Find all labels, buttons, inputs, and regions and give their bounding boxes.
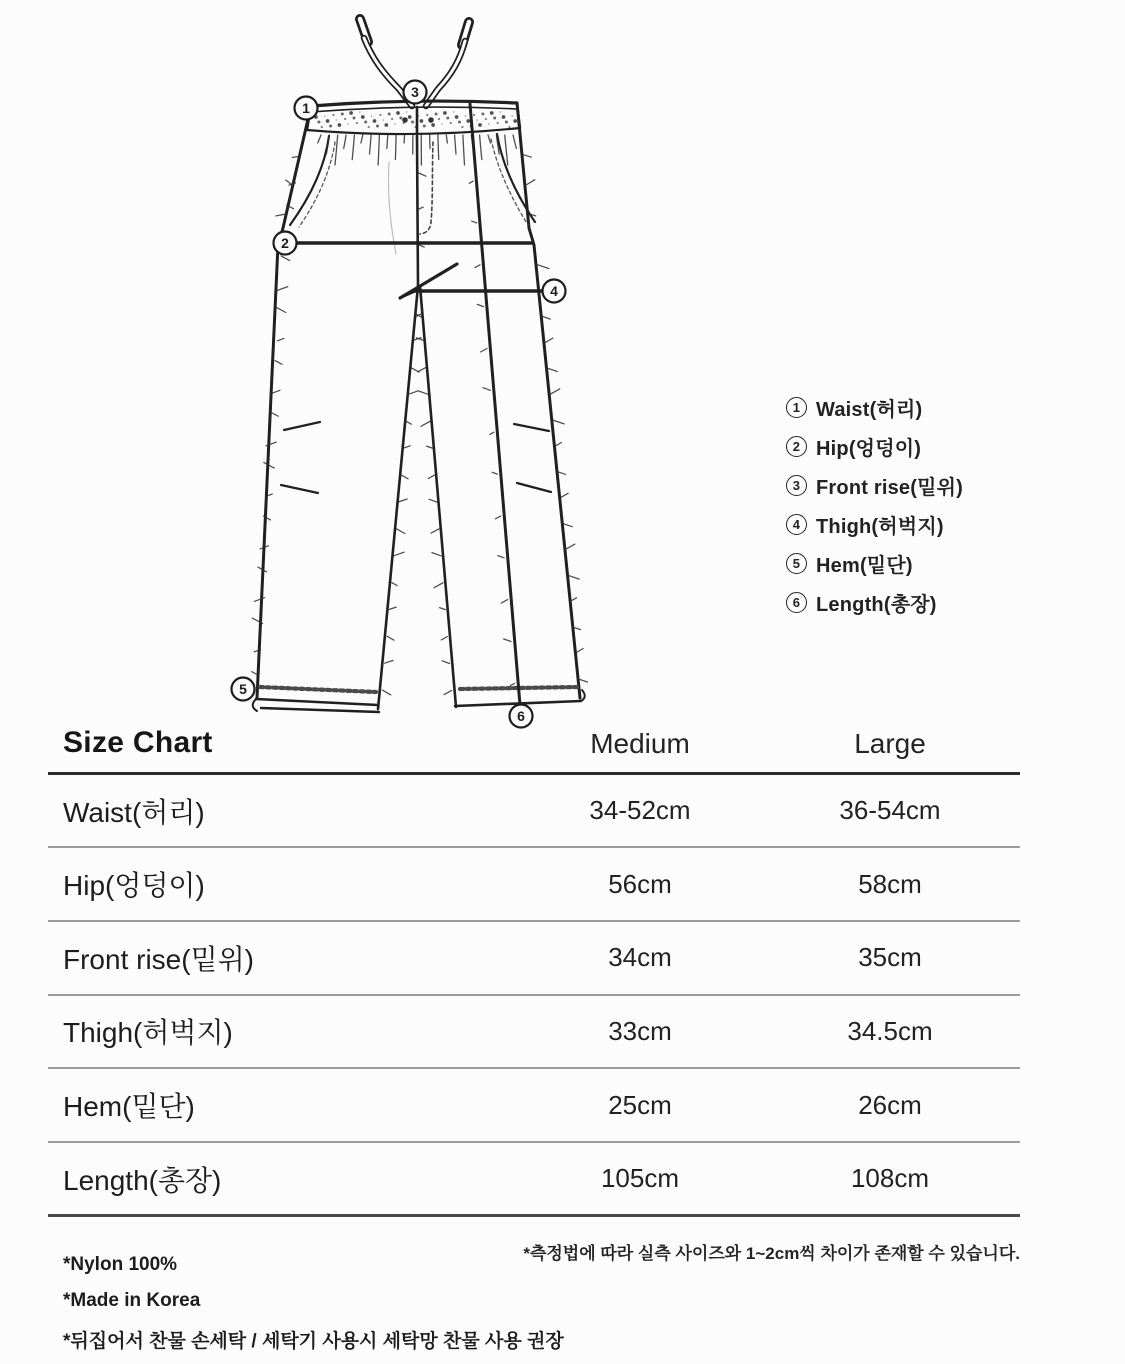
svg-text:4: 4 bbox=[550, 283, 558, 300]
measurement-legend bbox=[786, 396, 963, 616]
legend-label: Length(총장) bbox=[816, 593, 937, 616]
circled-number-icon: 3 bbox=[786, 475, 807, 496]
svg-text:6: 6 bbox=[517, 708, 525, 725]
column-large: Large bbox=[760, 726, 1020, 774]
marker-1 bbox=[295, 97, 318, 120]
legend-label: Hem(밑단) bbox=[816, 554, 913, 577]
note-item: *Made in Korea bbox=[63, 1290, 201, 1311]
crease-line bbox=[388, 162, 396, 254]
legend-label: Thigh(허벅지) bbox=[816, 515, 944, 538]
measurement-disclaimer: *측정법에 따라 실측 사이즈와 1~2cm씩 차이가 존재할 수 있습니다. bbox=[523, 1244, 1020, 1263]
medium-value: 34-52cm bbox=[520, 774, 760, 848]
svg-text:1: 1 bbox=[302, 100, 310, 117]
medium-value: 25cm bbox=[520, 1068, 760, 1142]
waistband-texture bbox=[312, 111, 517, 128]
marker-2 bbox=[274, 232, 297, 255]
marker-4 bbox=[543, 280, 566, 303]
measure-lines bbox=[276, 104, 543, 705]
marker-circles bbox=[232, 81, 566, 728]
legend-item bbox=[786, 435, 963, 460]
row-label: Hem(밑단) bbox=[48, 1068, 520, 1142]
row-label: Waist(허리) bbox=[48, 774, 520, 848]
size-row bbox=[48, 921, 1020, 995]
size-chart-table bbox=[48, 726, 1020, 1217]
hem-left bbox=[253, 687, 379, 712]
marker-6 bbox=[510, 705, 533, 728]
circled-number-icon: 4 bbox=[786, 514, 807, 535]
circled-number-icon: 6 bbox=[786, 592, 807, 613]
legend-item bbox=[786, 396, 963, 421]
size-row bbox=[48, 1142, 1020, 1216]
medium-value: 33cm bbox=[520, 995, 760, 1069]
product-notes bbox=[63, 1254, 564, 1352]
circled-number-icon: 5 bbox=[786, 553, 807, 574]
row-label: Hip(엉덩이) bbox=[48, 847, 520, 921]
seam-wrinkle-ticks bbox=[252, 155, 588, 695]
row-label: Front rise(밑위) bbox=[48, 921, 520, 995]
legend-item bbox=[786, 474, 963, 499]
large-value: 36-54cm bbox=[760, 774, 1020, 848]
marker-3 bbox=[404, 81, 427, 104]
pocket-left bbox=[290, 136, 335, 227]
length-line bbox=[470, 104, 520, 705]
large-value: 26cm bbox=[760, 1068, 1020, 1142]
size-chart-title: Size Chart bbox=[48, 726, 520, 774]
legend-item bbox=[786, 591, 963, 616]
medium-value: 105cm bbox=[520, 1142, 760, 1216]
row-label: Thigh(허벅지) bbox=[48, 995, 520, 1069]
leg-crease-marks bbox=[281, 422, 551, 493]
marker-5 bbox=[232, 678, 255, 701]
svg-text:2: 2 bbox=[281, 235, 289, 252]
legend-item bbox=[786, 552, 963, 577]
large-value: 34.5cm bbox=[760, 995, 1020, 1069]
large-value: 108cm bbox=[760, 1142, 1020, 1216]
legend-label: Front rise(밑위) bbox=[816, 476, 963, 499]
large-value: 58cm bbox=[760, 847, 1020, 921]
medium-value: 56cm bbox=[520, 847, 760, 921]
legend-label: Hip(엉덩이) bbox=[816, 437, 922, 460]
note-item: *Nylon 100% bbox=[63, 1254, 178, 1275]
circled-number-icon: 2 bbox=[786, 436, 807, 457]
large-value: 35cm bbox=[760, 921, 1020, 995]
column-medium: Medium bbox=[520, 726, 760, 774]
size-row bbox=[48, 995, 1020, 1069]
note-item: *뒤집어서 찬물 손세탁 / 세탁기 사용시 세탁망 찬물 사용 권장 bbox=[63, 1331, 564, 1352]
pants-outline bbox=[257, 103, 580, 709]
svg-text:3: 3 bbox=[411, 84, 419, 101]
size-row bbox=[48, 774, 1020, 848]
circled-number-icon: 1 bbox=[786, 397, 807, 418]
size-row bbox=[48, 1068, 1020, 1142]
medium-value: 34cm bbox=[520, 921, 760, 995]
table-header-row bbox=[48, 726, 1020, 774]
size-row bbox=[48, 847, 1020, 921]
legend-label: Waist(허리) bbox=[816, 398, 923, 421]
legend-item bbox=[786, 513, 963, 538]
svg-text:5: 5 bbox=[239, 681, 247, 698]
row-label: Length(총장) bbox=[48, 1142, 520, 1216]
